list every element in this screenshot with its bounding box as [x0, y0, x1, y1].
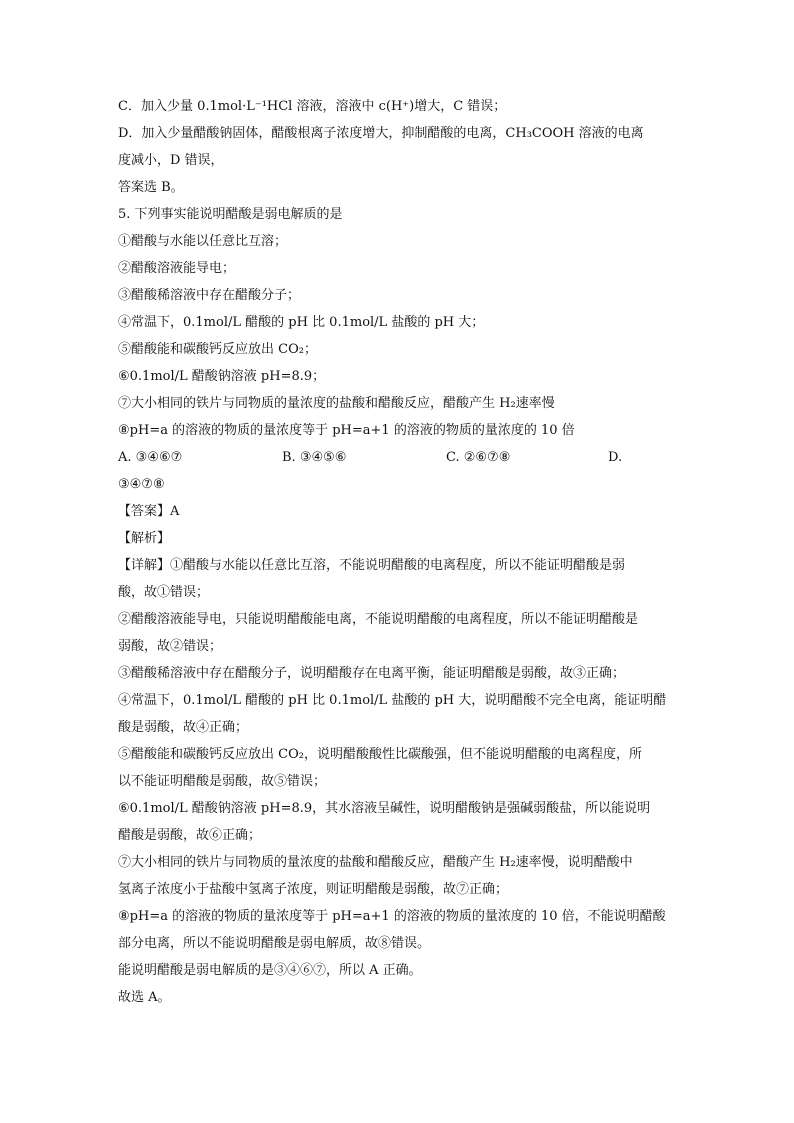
detail-6-cont: 醋酸是弱酸，故⑥正确；: [118, 828, 262, 843]
analysis-label: 【解析】: [118, 531, 171, 546]
detail-5-cont: 以不能证明醋酸是弱酸，故⑤错误；: [118, 774, 327, 789]
detail-4: ④常温下，0.1mol/L 醋酸的 pH 比 0.1mol/L 盐酸的 pH 大，说明醋酸不完全电离，能证明醋: [118, 693, 667, 708]
statement-4: ④常温下，0.1mol/L 醋酸的 pH 比 0.1mol/L 盐酸的 pH 大；: [118, 315, 485, 330]
statement-3: ③醋酸稀溶液中存在醋酸分子；: [118, 288, 301, 303]
option-c: C. ②⑥⑦⑧: [446, 450, 511, 465]
statement-5: ⑤醋酸能和碳酸钙反应放出 CO₂；: [118, 342, 317, 357]
statement-6: ⑥0.1mol/L 醋酸钠溶液 pH=8.9；: [118, 369, 326, 384]
statement-7: ⑦大小相同的铁片与同物质的量浓度的盐酸和醋酸反应，醋酸产生 H₂速率慢: [118, 396, 555, 411]
prev-option-d-explanation-cont: 度减小，D 错误，: [118, 153, 224, 168]
detail-7-cont: 氢离子浓度小于盐酸中氢离子浓度，则证明醋酸是弱酸，故⑦正确；: [118, 882, 509, 897]
detail-7: ⑦大小相同的铁片与同物质的量浓度的盐酸和醋酸反应，醋酸产生 H₂速率慢，说明醋酸中: [118, 855, 633, 870]
statement-8: ⑧pH=a 的溶液的物质的量浓度等于 pH=a+1 的溶液的物质的量浓度的 10 倍: [118, 423, 575, 438]
final-answer: 故选 A。: [118, 990, 171, 1005]
detail-3: ③醋酸稀溶液中存在醋酸分子，说明醋酸存在电离平衡，能证明醋酸是弱酸，故③正确；: [118, 666, 626, 681]
conclusion: 能说明醋酸是弱电解质的是③④⑥⑦，所以 A 正确。: [118, 963, 422, 978]
document-body: [118, 93, 678, 1011]
answer-label: 【答案】A: [118, 504, 180, 519]
prev-option-d-explanation: D．加入少量醋酸钠固体，醋酸根离子浓度增大，抑制醋酸的电离，CH₃COOH 溶液的电离: [118, 126, 644, 141]
question-title: 5. 下列事实能说明醋酸是弱电解质的是: [118, 207, 343, 222]
detail-2-cont: 弱酸，故②错误；: [118, 639, 223, 654]
statement-1: ①醋酸与水能以任意比互溶；: [118, 234, 288, 249]
detail-8-cont: 部分电离，所以不能说明醋酸是弱电解质，故⑧错误。: [118, 936, 431, 951]
detail-1: 【详解】①醋酸与水能以任意比互溶，不能说明醋酸的电离程度，所以不能证明醋酸是弱: [118, 558, 626, 573]
detail-2: ②醋酸溶液能导电，只能说明醋酸能电离，不能说明醋酸的电离程度，所以不能证明醋酸是: [118, 612, 639, 627]
prev-option-c-explanation: C．加入少量 0.1mol·L⁻¹HCl 溶液，溶液中 c(H⁺)增大，C 错误；: [118, 99, 507, 114]
detail-8: ⑧pH=a 的溶液的物质的量浓度等于 pH=a+1 的溶液的物质的量浓度的 10 倍，不能说明醋酸: [118, 909, 666, 924]
detail-4-cont: 酸是弱酸，故④正确；: [118, 720, 249, 735]
option-d: D.: [608, 450, 623, 465]
answer-options: [118, 444, 678, 471]
detail-1-cont: 酸，故①错误；: [118, 585, 210, 600]
option-a: A. ③④⑥⑦: [118, 450, 183, 465]
detail-5: ⑤醋酸能和碳酸钙反应放出 CO₂，说明醋酸酸性比碳酸强，但不能说明醋酸的电离程度，所: [118, 747, 642, 762]
option-d-content: ③④⑦⑧: [118, 477, 165, 492]
prev-answer: 答案选 B。: [118, 180, 184, 195]
statement-2: ②醋酸溶液能导电；: [118, 261, 236, 276]
detail-6: ⑥0.1mol/L 醋酸钠溶液 pH=8.9，其水溶液呈碱性，说明醋酸钠是强碱弱酸盐，所以能说明: [118, 801, 651, 816]
option-b: B. ③④⑤⑥: [282, 450, 347, 465]
